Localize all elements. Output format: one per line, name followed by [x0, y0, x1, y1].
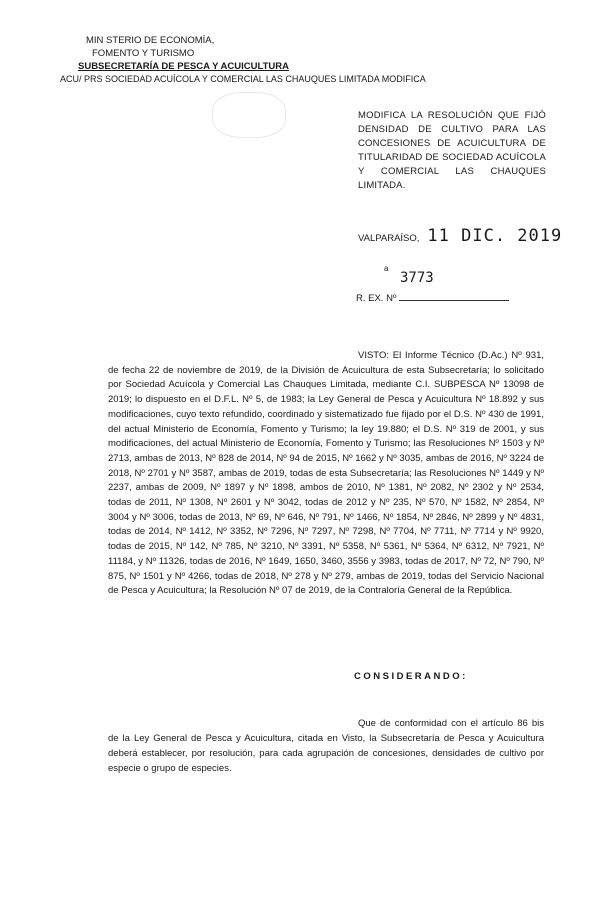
considerando-paragraph: Que de conformidad con el artículo 86 bis de la Ley General de Pesca y Acuicultura, citada en Visto, la Subsecretaría de Pesca y Acuicultura deberá establecer, por resolución, para cada agrupación de concesiones, densidades de cultivo por especie o grupo de especies.: [108, 718, 544, 774]
place-label: VALPARAÍSO,: [358, 233, 420, 244]
letterhead-subsecretaria: SUBSECRETARÍA DE PESCA Y ACUICULTURA: [78, 61, 289, 72]
letterhead-ministry-2: FOMENTO Y TURISMO: [92, 48, 195, 59]
place-date: [358, 226, 562, 246]
resolution-small-mark: a: [384, 264, 389, 273]
letterhead-ministry: MIN STERIO DE ECONOMÍA,: [86, 35, 215, 46]
stamped-date: 11 DIC. 2019: [427, 226, 563, 246]
resolution-number: 3773: [400, 270, 434, 286]
document-reference: ACU/ PRS SOCIEDAD ACUÍCOLA Y COMERCIAL LAS CHAUQUES LIMITADA MODIFICA: [60, 74, 426, 84]
letterhead: [60, 34, 426, 86]
faded-stamp: [212, 92, 286, 138]
resolution-blank-line: [399, 290, 509, 301]
resolution-line: [356, 290, 509, 304]
resolution-label: R. EX. Nº: [356, 293, 397, 304]
visto-paragraph: VISTO: El Informe Técnico (D.Ac.) Nº 931, de fecha 22 de noviembre de 2019, de la División de Acuicultura de esta Subsecretaría; lo solicitado por Sociedad Acuícola y Comercial Las Chauques Limitada, mediante C.I. SUBPESCA Nº 13098 de 2019; lo dispuesto en el D.F.L. Nº 5, de 1983; la Ley General de Pesca y Acuicultura Nº 18.892 y sus modificaciones, cuyo texto refundido, coordinado y sistematizado fue fijado por el D.S. Nº 430 de 1991, del actual Ministerio de Economía, Fomento y Turismo; la ley 19.880; el D.S. Nº 319 de 2001, y sus modificaciones, del actual Ministerio de Economía, Fomento y Turismo; las Resoluciones Nº 1503 y Nº 2713, ambas de 2013, Nº 828 de 2014, Nº 94 de 2015, Nº 1662 y Nº 3035, ambas de 2016, Nº 3224 de 2018, Nº 2701 y Nº 3587, ambas de 2019, todas de esta Subsecretaría; las Resoluciones Nº 1449 y Nº 2237, ambas de 2009, Nº 1897 y Nº 1898, ambos de 2010, Nº 1381, Nº 2082, Nº 2302 y Nº 2534, todas de 2011, Nº 1308, Nº 2601 y Nº 3042, todas de 2012 y Nº 235, Nº 570, Nº 1582, Nº 2854, Nº 3004 y Nº 3006, todas de 2013, Nº 69, Nº 646, Nº 791, Nº 1466, Nº 1854, Nº 2846, Nº 2899 y Nº 4831, todas de 2014, Nº 1412, Nº 3352, Nº 7296, Nº 7297, Nº 7298, Nº 7704, Nº 7711, Nº 7714 y Nº 9920, todas de 2015, Nº 142, Nº 785, Nº 3210, Nº 3391, Nº 5358, Nº 5361, Nº 5364, Nº 6312, Nº 7921, Nº 11184, y Nº 11326, todas de 2016, Nº 1649, 1650, 3460, 3556 y 3983, todas de 2017, Nº 72, Nº 790, Nº 875, Nº 1501 y Nº 4266, todas de 2018, Nº 278 y Nº 279, ambas de 2019, todas del Servicio Nacional de Pesca y Acuicultura; la Resolución Nº 07 de 2019, de la Contraloría General de la República.: [108, 350, 544, 597]
considerando-heading: CONSIDERANDO:: [354, 671, 468, 682]
resolution-summary: MODIFICA LA RESOLUCIÓN QUE FIJÓ DENSIDAD DE CULTIVO PARA LAS CONCESIONES DE ACUICULTURA DE TITULARIDAD DE SOCIEDAD ACUÍCOLA Y COMERCIAL LAS CHAUQUES LIMITADA.: [358, 110, 546, 191]
